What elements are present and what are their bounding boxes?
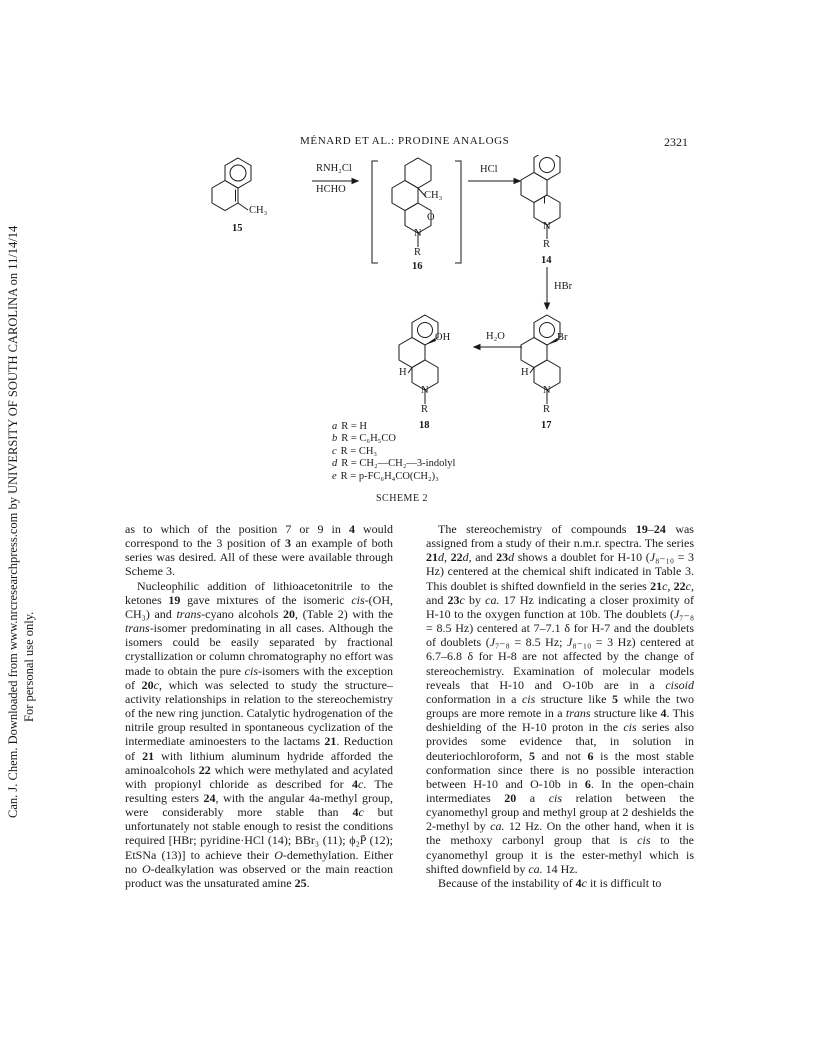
download-notice bbox=[4, 120, 40, 820]
atom-o-16: O bbox=[427, 212, 435, 223]
reagent-hcl: HCl bbox=[480, 164, 498, 175]
compound-label-18: 18 bbox=[419, 420, 430, 431]
atom-r-18: R bbox=[421, 404, 429, 415]
atom-ch3-15: CH₃ bbox=[249, 205, 268, 216]
compound-label-15: 15 bbox=[232, 223, 243, 234]
download-notice-line2: For personal use only. bbox=[22, 611, 36, 722]
atom-r-14: R bbox=[543, 239, 551, 250]
left-column-text: as to which of the position 7 or 9 in 4 would correspond to the 3 position of 3 an example of both series was desired. All of these were available through Scheme 3. Nucleophilic addition of lithioacetonitrile to the ketones 19 gave mixtures of the isomeric cis-(OH, CH₃) and trans-cyano alcohols 20, (Table 2) with the trans-isomer predominating in all cases. Although the isomers could be easily separated by fractional crystallization or column chromatography no effort was made to obtain the pure cis-isomers with the exception of 20c, which was selected to study the structure–activity relationships in relation to the stereochemistry of the new ring junction. Catalytic hydrogenation of the nitrile group resulted in spontaneous cyclization of the intermediate aminoesters to the lactams 21. Reduction of 21 with lithium aluminum hydride afforded the aminoalcohols 22 which were methylated and acylated with propionyl chloride as described for 4c. The resulting esters 24, with the angular 4a-methyl group, were considerably more stable than 4c but unfortunately not stable enough to resist the conditions required [HBr; pyridine·HCl (14); BBr₃ (11); ϕ₂P̄ (12); EtSNa (13)] to achieve their O-demethylation. Either no O-dealkylation was observed or the main reaction product was the unsaturated amine 25. bbox=[125, 522, 394, 890]
scheme-caption: SCHEME 2 bbox=[376, 493, 429, 504]
atom-n-14: N bbox=[543, 221, 551, 232]
r-group-d: d R = CH₂—CH₂—3-indolyl bbox=[332, 458, 456, 470]
r-group-e: e R = p-FC₆H₄CO(CH₂)₃ bbox=[332, 470, 439, 482]
r-group-list bbox=[332, 421, 455, 483]
compound-label-14: 14 bbox=[541, 255, 552, 266]
right-column-text: The stereochemistry of compounds 19–24 was assigned from a study of their n.m.r. spectra. The series 21d, 22d, and 23d shows a doublet for H-10 (J₈₋₁₀ = 3 Hz) centered at the chemical shift indicated in Table 3. This doublet is shifted downfield in the series 21c, 22c, and 23c by ca. 17 Hz indicating a closer proximity of H-10 to the oxygen function at 10b. The doublets (J₇₋₈ = 8.5 Hz) centered at 7–7.1 δ for H-7 and the doublets of doublets (J₇₋₈ = 8.5 Hz; J₈₋₁₀ = 3 Hz) centered at 6.7–6.8 δ for H-8 are not affected by the change of stereochemistry. Examination of molecular models reveals that H-10 and O-10b are in a cisoid conformation in a cis structure like 5 while the two groups are more remote in a trans structure like 4. This deshielding of the H-10 proton in the cis series also provides some evidence that, in solution in deuteriochloroform, 5 and not 6 is the most stable conformation since there is no possible interaction between H-10 and O-10b in 6. In the open-chain intermediates 20 a cis relation between the cyanomethyl group and methyl group at 2 deshields the 2-methyl by ca. 12 Hz. On the other hand, when it is the methoxy carbonyl group that is cis to the cyanomethyl group it is the ester-methyl which is shifted downfield by ca. 14 Hz. Because of the instability of 4c it is difficult to bbox=[426, 522, 695, 890]
compound-label-17: 17 bbox=[541, 420, 552, 431]
download-notice-line1: Can. J. Chem. Downloaded from www.nrcresearchpress.com by UNIVERSITY OF SOUTH CAROLINA on 11/14/14 bbox=[6, 225, 20, 818]
reagent-hcho: HCHO bbox=[316, 184, 346, 195]
atom-ch3-16: CH₃ bbox=[424, 190, 443, 201]
atom-n-18: N bbox=[421, 385, 429, 396]
atom-n-17: N bbox=[543, 385, 551, 396]
atom-h-18: H bbox=[399, 367, 407, 378]
atom-r-17: R bbox=[543, 404, 551, 415]
atom-h-17: H bbox=[521, 367, 529, 378]
reagent-rnh3cl: RNH₂Cl bbox=[316, 163, 352, 174]
reagent-h2o: H₂O bbox=[486, 331, 505, 342]
running-title: MÉNARD ET AL.: PRODINE ANALOGS bbox=[300, 135, 510, 147]
reagent-hbr: HBr bbox=[554, 281, 573, 292]
page-number: 2321 bbox=[664, 135, 688, 149]
r-group-c: c R = CH₃ bbox=[332, 445, 378, 457]
compound-label-16: 16 bbox=[412, 261, 423, 272]
atom-n-16: N bbox=[414, 228, 422, 239]
r-group-a: a R = H bbox=[332, 421, 368, 432]
r-group-b: b R = C₆H₅CO bbox=[332, 433, 396, 445]
atom-br-17: Br bbox=[557, 332, 568, 343]
atom-r-16: R bbox=[414, 247, 422, 258]
atom-oh-18: OH bbox=[435, 332, 451, 343]
